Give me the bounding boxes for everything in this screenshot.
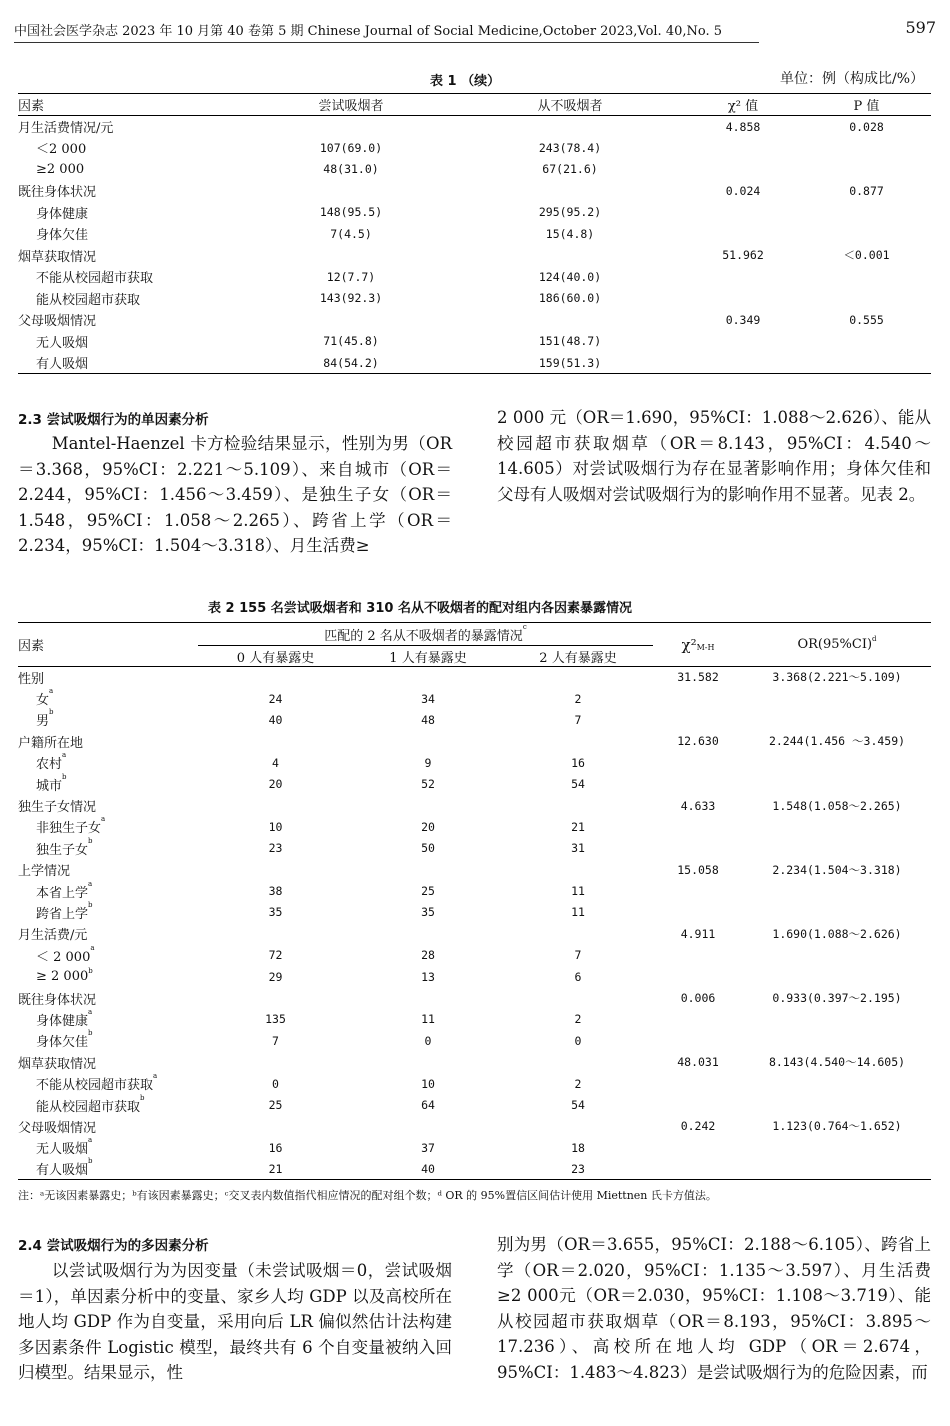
t2-cell-or: 0.933(0.397～2.195) bbox=[772, 991, 902, 1006]
t1-cell-tried bbox=[246, 245, 456, 267]
table2-row bbox=[18, 752, 931, 773]
t1-cell-tried: 12(7.7) bbox=[326, 269, 376, 284]
t2-cell-factor: 身体欠佳$^b$ bbox=[36, 1029, 93, 1051]
t2-cell-exposure-1 bbox=[353, 795, 503, 816]
t1-col-never: 从不吸烟者 bbox=[456, 94, 684, 116]
table1-row bbox=[18, 288, 931, 310]
t2-cell-or bbox=[743, 838, 931, 859]
t2-cell-factor: 本省上学$^a$ bbox=[36, 879, 93, 901]
t1-cell-never: 151(48.7) bbox=[538, 334, 602, 349]
t2-cell-factor: 非独生子女$^a$ bbox=[36, 815, 106, 837]
t2-cell-or bbox=[743, 816, 931, 837]
table2-row bbox=[18, 966, 931, 987]
t1-cell-chi bbox=[684, 159, 802, 181]
t1-cell-tried bbox=[246, 309, 456, 331]
t2-cell-exposure-1: 10 bbox=[421, 1076, 435, 1091]
section-2-3-heading: 2.3 尝试吸烟行为的单因素分析 bbox=[18, 412, 209, 428]
t1-cell-chi: 0.349 bbox=[725, 312, 761, 327]
table2-row bbox=[18, 902, 931, 923]
t2-cell-exposure-1 bbox=[353, 859, 503, 880]
t1-col-factor: 因素 bbox=[18, 94, 246, 116]
page-number: 597 bbox=[905, 18, 936, 37]
table1-row bbox=[18, 245, 931, 267]
t2-cell-factor: 户籍所在地 bbox=[18, 735, 84, 751]
header-rule bbox=[14, 42, 759, 43]
table2 bbox=[18, 622, 931, 1180]
table1-row bbox=[18, 309, 931, 331]
table2-row bbox=[18, 987, 931, 1008]
t1-cell-never: 67(21.6) bbox=[542, 162, 598, 177]
table1-body bbox=[18, 116, 931, 374]
t2-cell-exposure-2: 54 bbox=[571, 1098, 585, 1112]
t2-cell-or: 1.690(1.088～2.626) bbox=[772, 926, 902, 941]
t2-cell-chi bbox=[653, 1158, 743, 1179]
t2-cell-exposure-0 bbox=[198, 1052, 353, 1073]
t1-cell-chi bbox=[684, 331, 802, 353]
t2-cell-exposure-2: 0 bbox=[574, 1033, 582, 1048]
t2-cell-factor: 父母吸烟情况 bbox=[18, 1120, 97, 1136]
t1-cell-chi: 4.858 bbox=[725, 119, 761, 134]
t2-col-exposure-1: 1 人有暴露史 bbox=[353, 646, 503, 667]
t1-cell-tried: 48(31.0) bbox=[323, 162, 379, 177]
t2-cell-exposure-1: 52 bbox=[421, 777, 435, 792]
t2-cell-exposure-2: 2 bbox=[574, 1076, 582, 1091]
t1-col-chi: χ² 值 bbox=[684, 94, 802, 116]
t2-cell-chi bbox=[653, 880, 743, 901]
t2-cell-chi bbox=[653, 1073, 743, 1094]
t2-cell-factor: 独生子女情况 bbox=[18, 800, 97, 816]
t1-cell-p bbox=[802, 223, 931, 245]
t2-cell-factor: 能从校园超市获取$^b$ bbox=[36, 1093, 145, 1115]
t2-cell-factor: 身体健康$^a$ bbox=[36, 1007, 93, 1029]
t1-cell-factor: 无人吸烟 bbox=[36, 335, 89, 351]
t2-cell-chi bbox=[653, 688, 743, 709]
table2-row bbox=[18, 1030, 931, 1051]
t2-cell-exposure-2: 18 bbox=[571, 1140, 585, 1155]
t1-cell-never: 159(51.3) bbox=[538, 355, 602, 370]
table1-caption: 表 1 （续） bbox=[430, 74, 501, 89]
table2-row bbox=[18, 838, 931, 859]
t1-cell-p bbox=[802, 202, 931, 224]
t2-cell-exposure-0: 24 bbox=[268, 691, 283, 706]
section-2-4-left-text: 以尝试吸烟行为为因变量（未尝试吸烟＝0，尝试吸烟＝1），单因素分析中的变量、家乡人均 GDP 以及高校所在地人均 GDP 作为自变量，采用向后 LR 偏似然估计法构建多因素条件 Logistic 模型，最终共有 6 个自变量被纳入回归模型。结果显示，性 bbox=[18, 1261, 452, 1382]
table2-caption: 表 2 155 名尝试吸烟者和 310 名从不吸烟者的配对组内各因素暴露情况 bbox=[208, 601, 632, 616]
t1-cell-never bbox=[456, 245, 684, 267]
t2-cell-exposure-2: 21 bbox=[571, 819, 585, 834]
t2-cell-exposure-2: 2 bbox=[574, 691, 582, 706]
t2-cell-chi bbox=[653, 902, 743, 923]
t2-cell-or bbox=[743, 1073, 931, 1094]
table1-row bbox=[18, 266, 931, 288]
t2-cell-or bbox=[743, 902, 931, 923]
t2-cell-chi: 0.006 bbox=[680, 991, 716, 1006]
t2-cell-exposure-0: 16 bbox=[268, 1140, 283, 1155]
t2-cell-exposure-1: 9 bbox=[424, 755, 432, 770]
t2-col-chi: χ²M-H bbox=[653, 623, 743, 667]
table2-note: 注：ᵃ无该因素暴露史；ᵇ有该因素暴露史；ᶜ交叉表内数值指代相应情况的配对组个数；ᵈ OR 的 95%置信区间估计使用 Miettnen 氏卡方值法。 bbox=[18, 1189, 717, 1202]
section-2-3-left-text: Mantel-Haenzel 卡方检验结果显示，性别为男（OR＝3.368，95%CI：2.221～5.109）、来自城市（OR＝2.244，95%CI：1.456～3.459）、是独生子女（OR＝1.548，95%CI：1.058～2.265）、跨省上学（OR＝2.234，95%CI：1.504～3.318）、月生活费≥ bbox=[18, 434, 452, 555]
t2-cell-chi: 4.633 bbox=[680, 798, 716, 813]
t2-cell-exposure-0: 29 bbox=[268, 969, 283, 984]
t2-cell-or bbox=[743, 1137, 931, 1158]
table2-row bbox=[18, 773, 931, 794]
t1-cell-tried: 143(92.3) bbox=[319, 291, 383, 306]
t2-cell-exposure-1 bbox=[353, 731, 503, 752]
table2-row bbox=[18, 1094, 931, 1115]
t1-cell-chi bbox=[684, 352, 802, 374]
t1-cell-factor: 既往身体状况 bbox=[18, 185, 97, 201]
table2-row bbox=[18, 667, 931, 688]
t1-cell-p: 0.555 bbox=[849, 312, 884, 327]
t1-cell-factor: 身体欠佳 bbox=[36, 228, 89, 244]
t1-cell-chi bbox=[684, 202, 802, 224]
t1-cell-factor: 烟草获取情况 bbox=[18, 249, 97, 265]
t2-cell-exposure-2: 2 bbox=[574, 1012, 582, 1027]
t2-cell-exposure-0: 7 bbox=[272, 1033, 279, 1048]
t2-cell-exposure-2: 7 bbox=[574, 712, 582, 727]
t2-cell-chi: 31.582 bbox=[677, 670, 719, 685]
t1-cell-tried: 107(69.0) bbox=[319, 140, 383, 155]
t2-cell-exposure-0: 35 bbox=[268, 905, 283, 920]
t1-cell-p bbox=[802, 266, 931, 288]
t1-cell-chi: 0.024 bbox=[725, 183, 761, 198]
t2-cell-chi bbox=[653, 773, 743, 794]
t1-col-tried: 尝试吸烟者 bbox=[246, 94, 456, 116]
t1-cell-tried: 84(54.2) bbox=[323, 355, 379, 370]
t2-cell-exposure-2 bbox=[503, 1052, 653, 1073]
t2-cell-chi bbox=[653, 1030, 743, 1051]
t2-cell-factor: 无人吸烟$^a$ bbox=[36, 1136, 93, 1158]
table2-row bbox=[18, 880, 931, 901]
t2-cell-exposure-0: 20 bbox=[268, 777, 283, 792]
t2-cell-exposure-0: 72 bbox=[268, 948, 283, 963]
t2-cell-factor: 农村$^a$ bbox=[36, 751, 67, 773]
table2-header-row-1 bbox=[18, 623, 931, 646]
t2-cell-exposure-2: 54 bbox=[571, 777, 585, 792]
table1-row bbox=[18, 180, 931, 202]
t1-cell-p: 0.028 bbox=[849, 119, 884, 134]
t2-cell-exposure-1: 64 bbox=[421, 1098, 435, 1112]
t2-cell-chi bbox=[653, 838, 743, 859]
t2-cell-or bbox=[743, 966, 931, 987]
t1-cell-tried: 7(4.5) bbox=[330, 226, 372, 241]
t2-cell-exposure-0 bbox=[198, 1116, 353, 1137]
t2-cell-exposure-1 bbox=[353, 1116, 503, 1137]
table2-row bbox=[18, 1116, 931, 1137]
table2-row bbox=[18, 945, 931, 966]
t2-cell-or bbox=[743, 1030, 931, 1051]
t1-cell-chi bbox=[684, 266, 802, 288]
table2-row bbox=[18, 688, 931, 709]
t1-cell-factor: 能从校园超市获取 bbox=[36, 292, 141, 308]
t2-cell-exposure-1: 40 bbox=[421, 1161, 435, 1176]
table1 bbox=[18, 93, 931, 374]
t2-cell-factor: 城市$^b$ bbox=[36, 772, 67, 794]
table2-row bbox=[18, 795, 931, 816]
table1-row bbox=[18, 331, 931, 353]
t2-cell-exposure-2: 11 bbox=[571, 884, 585, 899]
t2-cell-exposure-2 bbox=[503, 987, 653, 1008]
t1-cell-never bbox=[456, 309, 684, 331]
table2-row bbox=[18, 1052, 931, 1073]
t1-cell-factor: 不能从校园超市获取 bbox=[36, 271, 154, 287]
t2-cell-or bbox=[743, 1009, 931, 1030]
table1-row bbox=[18, 223, 931, 245]
t2-cell-or bbox=[743, 880, 931, 901]
table2-row bbox=[18, 709, 931, 730]
t2-cell-factor: 有人吸烟$^b$ bbox=[36, 1157, 93, 1179]
t2-cell-chi: 12.630 bbox=[677, 734, 719, 749]
t1-cell-tried: 71(45.8) bbox=[323, 334, 379, 349]
t2-cell-or: 8.143(4.540～14.605) bbox=[768, 1055, 906, 1070]
t1-cell-p bbox=[802, 288, 931, 310]
t2-cell-factor: 不能从校园超市获取$^a$ bbox=[36, 1072, 158, 1094]
t2-cell-exposure-1 bbox=[353, 1052, 503, 1073]
table2-row bbox=[18, 1137, 931, 1158]
t1-cell-never: 124(40.0) bbox=[538, 269, 602, 284]
section-2-4-heading: 2.4 尝试吸烟行为的多因素分析 bbox=[18, 1238, 209, 1254]
t2-cell-exposure-2: 31 bbox=[571, 841, 585, 856]
table2-row bbox=[18, 816, 931, 837]
t2-cell-factor: 月生活费/元 bbox=[18, 928, 88, 944]
t1-cell-factor: 父母吸烟情况 bbox=[18, 314, 97, 330]
t2-cell-or bbox=[743, 688, 931, 709]
t2-cell-or: 1.123(0.764～1.652) bbox=[772, 1119, 902, 1134]
t1-cell-chi bbox=[684, 288, 802, 310]
t2-cell-chi bbox=[653, 945, 743, 966]
t2-cell-exposure-0: 21 bbox=[268, 1161, 283, 1176]
t1-cell-p bbox=[802, 331, 931, 353]
table1-row bbox=[18, 352, 931, 374]
t2-cell-or: 1.548(1.058～2.265) bbox=[772, 798, 902, 813]
t2-cell-chi bbox=[653, 816, 743, 837]
t2-cell-chi bbox=[653, 709, 743, 730]
t2-cell-chi bbox=[653, 1094, 743, 1115]
t1-cell-tried bbox=[246, 116, 456, 138]
table1-row bbox=[18, 202, 931, 224]
t1-cell-factor: ≥2 000 bbox=[36, 161, 85, 177]
t1-cell-factor: ＜2 000 bbox=[36, 142, 87, 158]
t2-cell-exposure-0: 4 bbox=[272, 755, 279, 770]
t2-col-or: $OR(95\%CI)^d$ bbox=[743, 623, 931, 667]
table2-row bbox=[18, 859, 931, 880]
t2-cell-chi: 4.911 bbox=[680, 926, 716, 941]
t2-col-exposure-2: 2 人有暴露史 bbox=[503, 646, 653, 667]
t2-col-group: 匹配的 2 名从不吸烟者的暴露情况$^c$ bbox=[198, 623, 653, 646]
table1-header-row bbox=[18, 94, 931, 116]
t2-cell-exposure-1 bbox=[353, 987, 503, 1008]
t2-cell-factor: 跨省上学$^b$ bbox=[36, 900, 93, 922]
t2-col-exposure-0: 0 人有暴露史 bbox=[198, 646, 353, 667]
t2-cell-or bbox=[743, 773, 931, 794]
t1-cell-never bbox=[456, 180, 684, 202]
t2-cell-or bbox=[743, 709, 931, 730]
t2-cell-factor: 性别 bbox=[18, 671, 45, 687]
t2-cell-chi bbox=[653, 966, 743, 987]
t2-cell-exposure-2: 6 bbox=[574, 969, 582, 984]
t2-cell-exposure-0: 0 bbox=[272, 1076, 279, 1091]
t2-cell-or bbox=[743, 752, 931, 773]
table1-row bbox=[18, 116, 931, 138]
t2-cell-or bbox=[743, 1158, 931, 1179]
table1-row bbox=[18, 137, 931, 159]
table1-unit: 单位：例（构成比/%） bbox=[780, 71, 925, 87]
t2-cell-exposure-1: 13 bbox=[421, 969, 435, 984]
t1-cell-never: 243(78.4) bbox=[538, 140, 602, 155]
t2-cell-exposure-0 bbox=[198, 667, 353, 688]
t2-col-factor: 因素 bbox=[18, 623, 198, 667]
t1-cell-never: 15(4.8) bbox=[545, 226, 595, 241]
table2-row bbox=[18, 731, 931, 752]
t1-cell-tried: 148(95.5) bbox=[319, 205, 383, 220]
t2-cell-or bbox=[743, 945, 931, 966]
t2-cell-exposure-2 bbox=[503, 795, 653, 816]
t2-cell-exposure-0: 23 bbox=[268, 841, 283, 856]
t1-cell-tried bbox=[246, 180, 456, 202]
journal-line: 中国社会医学杂志 2023 年 10 月第 40 卷第 5 期 Chinese Journal of Social Medicine,October 2023,Vol. 40,No. 5 bbox=[14, 24, 723, 39]
t2-cell-exposure-1: 34 bbox=[421, 691, 435, 706]
table2-row bbox=[18, 923, 931, 944]
t2-cell-exposure-0 bbox=[198, 859, 353, 880]
t1-cell-p bbox=[802, 159, 931, 181]
t2-cell-factor: ≥ 2 000$^b$ bbox=[36, 967, 93, 985]
t2-cell-exposure-1: 11 bbox=[421, 1012, 435, 1027]
t2-cell-exposure-2 bbox=[503, 923, 653, 944]
t2-cell-exposure-0 bbox=[198, 923, 353, 944]
t2-cell-chi bbox=[653, 752, 743, 773]
t2-cell-exposure-1: 48 bbox=[421, 712, 435, 727]
t2-cell-exposure-1 bbox=[353, 923, 503, 944]
t2-cell-factor: 上学情况 bbox=[18, 864, 71, 880]
t2-cell-exposure-0: 25 bbox=[268, 1098, 283, 1112]
table2-body bbox=[18, 667, 931, 1180]
t2-cell-exposure-0: 40 bbox=[268, 712, 283, 727]
t1-cell-never bbox=[456, 116, 684, 138]
t2-cell-exposure-0: 135 bbox=[265, 1012, 286, 1027]
t2-cell-factor: 独生子女$^b$ bbox=[36, 836, 93, 858]
t2-cell-exposure-0: 10 bbox=[268, 819, 283, 834]
t2-cell-exposure-2: 7 bbox=[574, 948, 582, 963]
t2-cell-factor: 烟草获取情况 bbox=[18, 1056, 97, 1072]
t2-cell-factor: ＜ 2 000$^a$ bbox=[36, 943, 95, 965]
t2-cell-exposure-0: 38 bbox=[268, 884, 283, 899]
t2-cell-exposure-1: 25 bbox=[421, 884, 435, 899]
t2-cell-exposure-2 bbox=[503, 731, 653, 752]
t1-cell-p bbox=[802, 137, 931, 159]
t2-cell-exposure-1: 28 bbox=[421, 948, 435, 963]
t2-cell-chi: 0.242 bbox=[680, 1119, 716, 1134]
t2-cell-chi: 15.058 bbox=[677, 862, 719, 877]
t1-cell-factor: 有人吸烟 bbox=[36, 357, 89, 372]
table2-row bbox=[18, 1158, 931, 1179]
section-2-4-right-text: 别为男（OR＝3.655，95%CI：2.188～6.105）、跨省上学（OR＝2.020，95%CI：1.135～3.597）、月生活费≥2 000元（OR＝2.030，95%CI：1.108～3.719）、能从校园超市获取烟草（OR＝8.193，95%CI：3.895～17.236）、高校所在地人均 GDP（OR＝2.674，95%CI：1.483～4.823）是尝试吸烟行为的危险因素，而 bbox=[497, 1235, 931, 1382]
t1-cell-chi: 51.962 bbox=[722, 248, 764, 263]
t2-cell-exposure-1: 20 bbox=[421, 819, 435, 834]
t2-cell-exposure-1: 50 bbox=[421, 841, 435, 856]
t2-cell-exposure-1: 35 bbox=[421, 905, 435, 920]
t2-cell-exposure-2 bbox=[503, 859, 653, 880]
table1-row bbox=[18, 159, 931, 181]
table2-row bbox=[18, 1009, 931, 1030]
t1-col-p: P 值 bbox=[802, 94, 931, 116]
t2-cell-factor: 男$^b$ bbox=[36, 708, 54, 730]
t2-cell-exposure-2: 11 bbox=[571, 905, 585, 920]
t1-cell-factor: 身体健康 bbox=[36, 206, 89, 222]
t1-cell-chi bbox=[684, 223, 802, 245]
t2-cell-chi: 48.031 bbox=[677, 1055, 719, 1070]
t2-cell-or: 2.244(1.456 ～3.459) bbox=[768, 734, 906, 749]
t2-cell-exposure-1: 37 bbox=[421, 1140, 435, 1155]
t1-cell-factor: 月生活费情况/元 bbox=[18, 121, 114, 136]
table2-row bbox=[18, 1073, 931, 1094]
t2-cell-chi bbox=[653, 1009, 743, 1030]
t2-cell-exposure-1: 0 bbox=[424, 1033, 432, 1048]
t1-cell-p bbox=[802, 352, 931, 374]
t2-cell-exposure-2: 16 bbox=[571, 755, 585, 770]
t1-cell-chi bbox=[684, 137, 802, 159]
t2-cell-exposure-0 bbox=[198, 795, 353, 816]
t1-cell-never: 295(95.2) bbox=[538, 205, 602, 220]
t2-cell-factor: 女$^a$ bbox=[36, 687, 54, 709]
t2-cell-or bbox=[743, 1094, 931, 1115]
t2-cell-exposure-2 bbox=[503, 1116, 653, 1137]
t2-cell-exposure-1 bbox=[353, 667, 503, 688]
t2-cell-exposure-0 bbox=[198, 731, 353, 752]
t2-cell-exposure-2: 23 bbox=[571, 1161, 585, 1176]
t1-cell-p: 0.877 bbox=[849, 183, 884, 198]
t2-cell-chi bbox=[653, 1137, 743, 1158]
t2-cell-factor: 既往身体状况 bbox=[18, 992, 97, 1008]
t2-cell-exposure-0 bbox=[198, 987, 353, 1008]
t2-cell-or: 2.234(1.504～3.318) bbox=[772, 862, 902, 877]
t2-cell-or: 3.368(2.221～5.109) bbox=[772, 670, 902, 685]
section-2-3-right-text: 2 000 元（OR＝1.690，95%CI：1.088～2.626）、能从校园超市获取烟草（OR＝8.143，95%CI：4.540～14.605）对尝试吸烟行为存在显著影响作用；身体欠佳和父母有人吸烟对尝试吸烟行为的影响作用不显著。见表 2。 bbox=[497, 408, 931, 504]
t1-cell-never: 186(60.0) bbox=[538, 291, 602, 306]
t1-cell-p: ＜0.001 bbox=[843, 248, 890, 263]
t2-cell-exposure-2 bbox=[503, 667, 653, 688]
